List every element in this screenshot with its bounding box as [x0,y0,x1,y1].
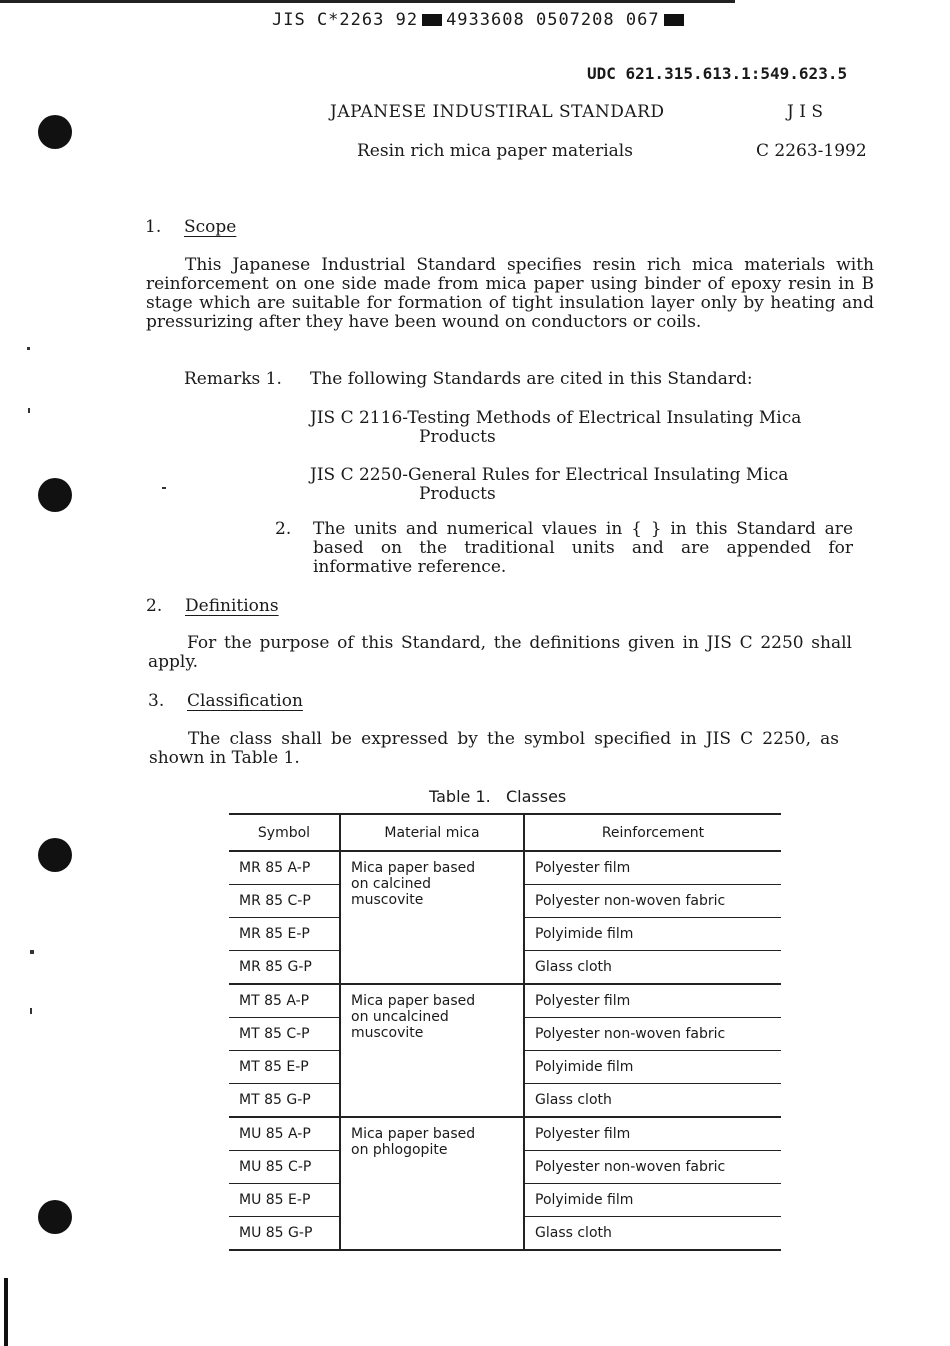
punch-hole [38,1200,72,1234]
table-row [229,1117,781,1151]
material-mica-line: muscovite [351,1025,424,1041]
reinforcement-cell: Polyester film [524,1117,781,1151]
symbol-cell: MT 85 A-P [229,984,340,1018]
section-number: 1. [145,217,162,237]
black-block [422,14,442,26]
material-mica-line: Mica paper based [351,860,476,876]
cited-standard-continuation: Products [419,484,496,504]
black-block [664,14,684,26]
reinforcement-cell: Polyester non-woven fabric [524,885,781,918]
punch-hole [38,838,72,872]
udc-code: UDC 621.315.613.1:549.623.5 [587,64,848,83]
reinforcement-cell: Polyimide film [524,1051,781,1084]
material-mica-cell [340,1117,524,1250]
symbol-cell: MU 85 A-P [229,1117,340,1151]
symbol-cell: MR 85 C-P [229,885,340,918]
remark-2-text: The units and numerical vlaues in { } in this Standard are based on the traditional units and are appended for informative reference. [313,519,853,577]
section-heading-definitions: Definitions [185,596,279,616]
definitions-paragraph: For the purpose of this Standard, the definitions given in JIS C 2250 shall apply. [148,633,852,672]
material-mica-line: Mica paper based [351,1126,476,1142]
symbol-cell: MT 85 C-P [229,1018,340,1051]
cited-standard-jis-c-2116: JIS C 2116-Testing Methods of Electrical Insulating Mica [310,408,802,428]
margin-bar [4,1278,8,1346]
standard-org-title: JAPANESE INDUSTIRAL STANDARD [330,102,665,122]
symbol-cell: MU 85 E-P [229,1184,340,1217]
speck [162,487,166,489]
scope-paragraph: This Japanese Industrial Standard specifies resin rich mica materials with reinforcement on one side made from mica paper using binder of epoxy resin in B stage which are suitable for formation of tight insulation layer only by heating and pressurizing after they have been wound on conductors or coils. [146,255,874,332]
section-number: 3. [148,691,165,711]
symbol-cell: MU 85 G-P [229,1217,340,1251]
header-number: 4933608 [446,10,525,30]
section-number: 2. [146,596,163,616]
material-mica-line: on phlogopite [351,1142,448,1158]
material-mica-line: muscovite [351,892,424,908]
speck [30,950,34,954]
column-header: Reinforcement [524,814,781,851]
reinforcement-cell: Polyester film [524,984,781,1018]
material-mica-line: on calcined [351,876,432,892]
material-mica-line: Mica paper based [351,993,476,1009]
table-row [229,984,781,1018]
table-caption: Table 1. Classes [429,787,567,806]
material-mica-cell [340,851,524,984]
symbol-cell: MR 85 A-P [229,851,340,885]
header-number: 0507208 [535,10,615,30]
punch-hole [38,478,72,512]
reinforcement-cell: Glass cloth [524,951,781,985]
header-number: 067 [625,10,660,30]
document-code-header [272,10,688,30]
material-mica-line: on uncalcined [351,1009,449,1025]
symbol-cell: MT 85 G-P [229,1084,340,1118]
symbol-cell: MR 85 E-P [229,918,340,951]
classification-paragraph: The class shall be expressed by the symbol specified in JIS C 2250, as shown in Table 1. [149,729,839,768]
cited-standard-continuation: Products [419,427,496,447]
table-header-row [229,814,781,851]
table-row [229,851,781,885]
document-number: C 2263-1992 [756,141,867,161]
reinforcement-cell: Polyimide film [524,1184,781,1217]
symbol-cell: MR 85 G-P [229,951,340,985]
reinforcement-cell: Polyimide film [524,918,781,951]
reinforcement-cell: Glass cloth [524,1084,781,1118]
remark-2-number: 2. [275,519,292,539]
classes-table [229,813,781,1251]
material-mica-cell [340,984,524,1117]
speck [27,347,30,350]
speck [28,408,30,413]
symbol-cell: MT 85 E-P [229,1051,340,1084]
column-header: Symbol [229,814,340,851]
jis-mark: J I S [787,102,823,122]
top-rule [0,0,735,3]
reinforcement-cell: Glass cloth [524,1217,781,1251]
column-header: Material mica [340,814,524,851]
reinforcement-cell: Polyester film [524,851,781,885]
speck [30,1008,32,1014]
section-heading-scope: Scope [184,217,237,237]
document-title: Resin rich mica paper materials [357,141,633,161]
reinforcement-cell: Polyester non-woven fabric [524,1018,781,1051]
symbol-cell: MU 85 C-P [229,1151,340,1184]
section-heading-classification: Classification [187,691,303,711]
cited-standard-jis-c-2250: JIS C 2250-General Rules for Electrical Insulating Mica [310,465,789,485]
header-code: JIS C*2263 92 [272,10,419,30]
reinforcement-cell: Polyester non-woven fabric [524,1151,781,1184]
punch-hole [38,115,72,149]
remark-1-text: The following Standards are cited in this Standard: [310,369,753,389]
remarks-label: Remarks 1. [184,369,282,389]
